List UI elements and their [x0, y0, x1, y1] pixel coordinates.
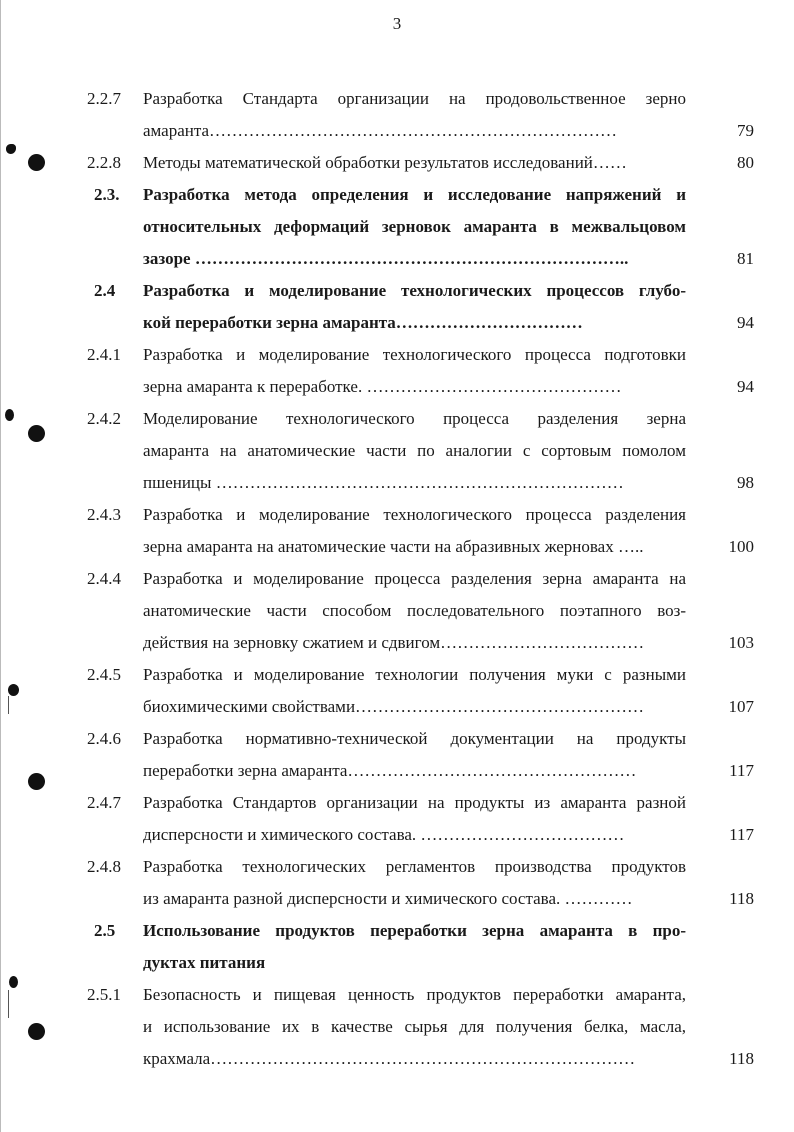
section-title-line: Разработка и моделирование технологии получения муки с разными — [143, 665, 686, 684]
page-reference: 94 — [737, 377, 754, 396]
section-title-line: Разработка и моделирование технологического процесса подготовки — [143, 345, 686, 364]
section-number: 2.2.8 — [87, 153, 121, 172]
section-title-line: крахмала………………………………………………………………… — [143, 1049, 636, 1068]
section-number: 2.4.8 — [87, 857, 121, 876]
section-number: 2.4.7 — [87, 793, 121, 812]
ink-blot-icon — [6, 144, 16, 154]
page-number: 3 — [392, 14, 402, 33]
section-title — [143, 915, 686, 979]
section-title — [143, 339, 686, 403]
section-title-line: Разработка и моделирование процесса разделения зерна амаранта на — [143, 569, 686, 588]
section-number: 2.2.7 — [87, 89, 121, 108]
section-title-line: переработки зерна амаранта…………………………………………… — [143, 761, 637, 780]
binder-hole-icon — [28, 1023, 45, 1040]
section-title-line: Моделирование технологического процесса разделения зерна — [143, 409, 686, 428]
page-reference: 81 — [737, 249, 754, 268]
page-reference: 98 — [737, 473, 754, 492]
section-number: 2.5.1 — [87, 985, 121, 1004]
page-reference: 100 — [728, 537, 754, 556]
page-reference: 79 — [737, 121, 754, 140]
margin-mark — [8, 990, 9, 1018]
section-number: 2.4.1 — [87, 345, 121, 364]
section-title-line: зерна амаранта к переработке. ……………………………………… — [143, 377, 622, 396]
section-number: 2.4.3 — [87, 505, 121, 524]
section-title — [143, 147, 686, 179]
section-title — [143, 83, 686, 147]
section-title-line: Разработка нормативно-технической документации на продукты — [143, 729, 686, 748]
page-reference: 107 — [728, 697, 754, 716]
section-number: 2.4.6 — [87, 729, 121, 748]
section-number: 2.4 — [94, 281, 116, 300]
section-title-line: Разработка и моделирование технологических процессов глубо- — [143, 281, 686, 300]
page-reference: 118 — [729, 1049, 754, 1068]
margin-mark — [8, 696, 9, 714]
section-title — [143, 787, 686, 851]
section-title-line: и использование их в качестве сырья для получения белка, масла, — [143, 1017, 686, 1036]
section-title-line: действия на зерновку сжатием и сдвигом……………………………… — [143, 633, 645, 652]
ink-blot-icon — [8, 684, 19, 696]
ink-blot-icon — [9, 976, 18, 988]
section-title-line: пшеницы ……………………………………………………………… — [143, 473, 624, 492]
section-title — [143, 499, 686, 563]
section-title-line: анатомические части способом последовательного поэтапного воз- — [143, 601, 686, 620]
section-number: 2.3. — [94, 185, 120, 204]
section-title-line: кой переработки зерна амаранта…………………………… — [143, 313, 583, 332]
binder-hole-icon — [28, 154, 45, 171]
page-reference: 117 — [729, 825, 754, 844]
section-title — [143, 723, 686, 787]
page-reference: 117 — [729, 761, 754, 780]
section-title-line: из амаранта разной дисперсности и химического состава. ………… — [143, 889, 633, 908]
section-title-line: амаранта……………………………………………………………… — [143, 121, 618, 140]
page-reference: 103 — [728, 633, 754, 652]
section-title-line: Разработка Стандартов организации на продукты из амаранта разной — [143, 793, 686, 812]
section-title-line: амаранта на анатомические части по аналогии с сортовым помолом — [143, 441, 686, 460]
section-title-line: Разработка и моделирование технологического процесса разделения — [143, 505, 686, 524]
section-title — [143, 979, 686, 1075]
section-number: 2.5 — [94, 921, 116, 940]
section-title — [143, 403, 686, 499]
page-reference: 94 — [737, 313, 754, 332]
section-title-line: зерна амаранта на анатомические части на абразивных жерновах ….. — [143, 537, 644, 556]
section-number: 2.4.5 — [87, 665, 121, 684]
section-title-line: Использование продуктов переработки зерна амаранта в про- — [143, 921, 686, 940]
section-title-line: дисперсности и химического состава. ……………………………… — [143, 825, 625, 844]
section-number: 2.4.4 — [87, 569, 121, 588]
binder-hole-icon — [28, 773, 45, 790]
section-title-line: Методы математической обработки результатов исследований…… — [143, 153, 627, 172]
section-number: 2.4.2 — [87, 409, 121, 428]
section-title-line: относительных деформаций зерновок амаранта в межвальцовом — [143, 217, 686, 236]
binder-hole-icon — [28, 425, 45, 442]
section-title — [143, 659, 686, 723]
section-title-line: Разработка метода определения и исследование напряжений и — [143, 185, 686, 204]
page-edge — [0, 0, 1, 1132]
section-title-line: Безопасность и пищевая ценность продуктов переработки амаранта, — [143, 985, 686, 1004]
ink-blot-icon — [5, 409, 14, 421]
section-title — [143, 851, 686, 915]
section-title-line: биохимическими свойствами…………………………………………… — [143, 697, 645, 716]
section-title-line: дуктах питания — [143, 953, 266, 972]
section-title-line: зазоре ………………………………………………………………….. — [143, 249, 629, 268]
section-title — [143, 275, 686, 339]
section-title-line: Разработка Стандарта организации на продовольственное зерно — [143, 89, 686, 108]
page-reference: 80 — [737, 153, 754, 172]
section-title — [143, 179, 686, 275]
page-reference: 118 — [729, 889, 754, 908]
section-title — [143, 563, 686, 659]
section-title-line: Разработка технологических регламентов производства продуктов — [143, 857, 686, 876]
